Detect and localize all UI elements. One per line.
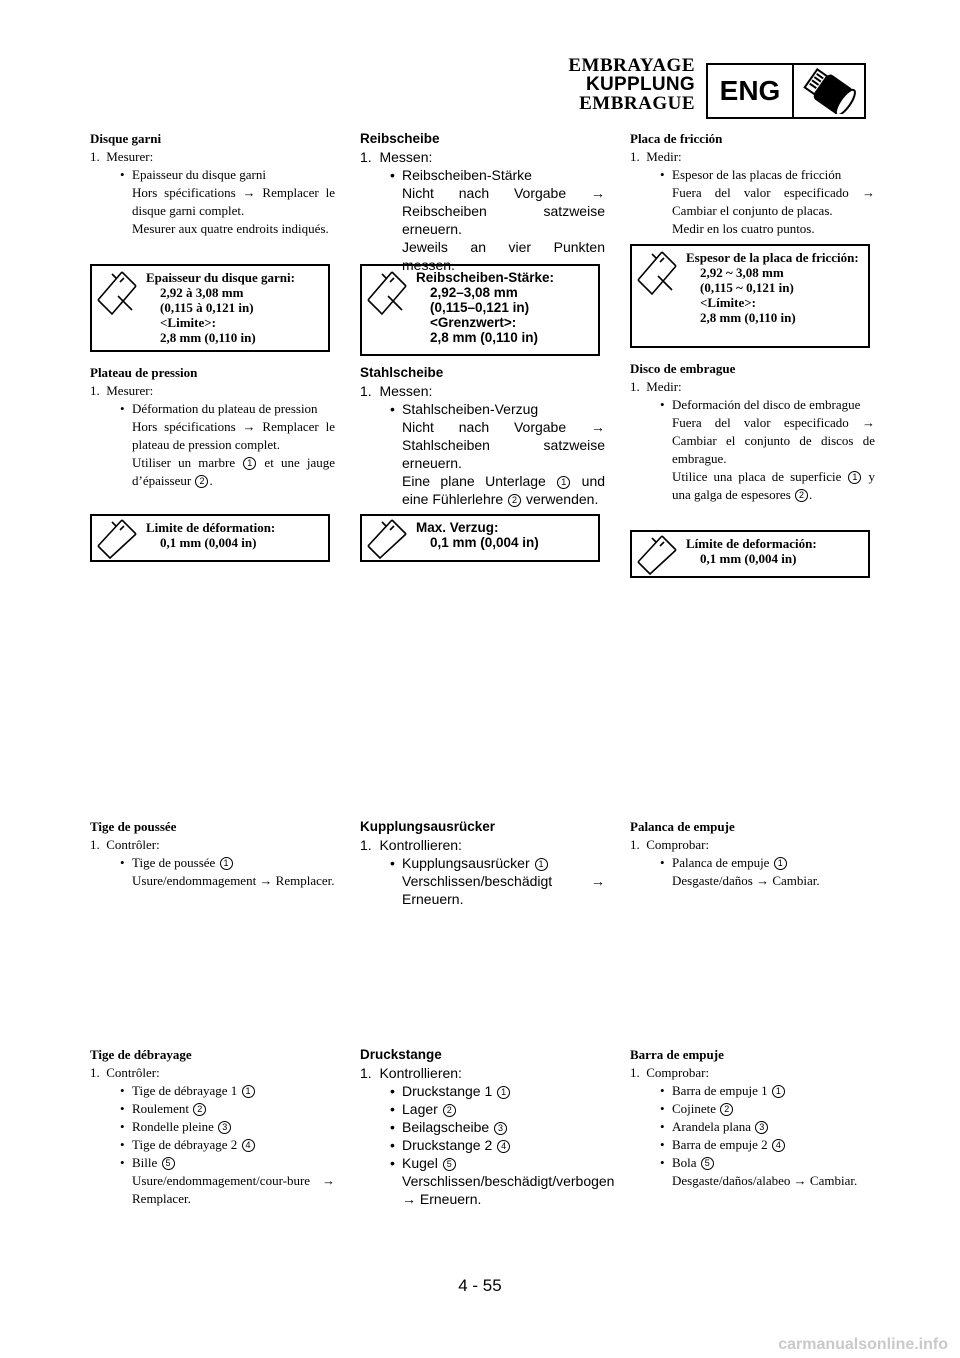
spec-limit-value: 2,8 mm (0,110 in) [160, 330, 256, 345]
spec-box-warp [90, 514, 330, 562]
spec-box-warp [630, 530, 870, 578]
bullet-item: • Lager 2 [360, 1100, 605, 1118]
bullet-item: • Stahlscheiben-Verzug [390, 401, 539, 417]
instruction-text: Hors spécifications → Remplacer le plateau de pression complet. [132, 419, 335, 452]
bullet-item: • Kupplungsausrücker 1 [360, 854, 605, 872]
instruction-text: Fuera del valor especificado → Cambiar el conjunto de placas. [672, 185, 875, 218]
spec-box-thickness [90, 264, 330, 352]
bullet-item: • Druckstange 2 4 [360, 1136, 605, 1154]
spec-label: Max. Verzug: [416, 520, 499, 535]
step-text: 1. Comprobar: [630, 1065, 710, 1080]
spec-label: Reibscheiben-Stärke: [416, 270, 555, 285]
watermark: carmanualsonline.info [778, 1336, 948, 1353]
instruction-text: Eine plane Unterlage 1 und eine Fühlerlehre 2 verwenden. [402, 473, 606, 507]
instruction-text: Mesurer aux quatre endroits indiqués. [132, 221, 329, 236]
step-text: 1. Messen: [360, 149, 433, 165]
spec-value: 2,92–3,08 mm [430, 285, 518, 300]
section-heading: Placa de fricción [630, 131, 723, 146]
section-tige-debrayage [90, 1046, 335, 1208]
title-german: KUPPLUNG [585, 74, 695, 95]
section-plateau-pression [90, 364, 335, 490]
column-french [90, 130, 335, 1230]
section-heading: Barra de empuje [630, 1047, 724, 1062]
instruction-text: Verschlissen/beschädigt/verbogen → Erneuern. [402, 1173, 615, 1207]
instruction-text: Usure/endommagement/cour-bure → Remplacer. [132, 1173, 335, 1206]
instruction-text: Nicht nach Vorgabe → Reibscheiben satzweise erneuern. [402, 185, 605, 237]
spec-value: (0,115–0,121 in) [430, 300, 530, 315]
step-text: 1. Medir: [630, 149, 682, 164]
bullet-item: • Tige de débrayage 2 4 [90, 1136, 335, 1154]
section-heading: Tige de poussée [90, 819, 177, 834]
step-text: 1. Comprobar: [630, 837, 710, 852]
section-stahlscheibe [360, 364, 605, 508]
bullet-item: • Cojinete 2 [630, 1100, 875, 1118]
section-reibscheibe [360, 130, 605, 274]
chapter-label: ENG [708, 65, 794, 117]
bullet-item: • Barra de empuje 1 1 [630, 1082, 875, 1100]
spec-value: (0,115 à 0,121 in) [160, 300, 254, 315]
spec-box-warp [360, 514, 600, 562]
step-text: 1. Contrôler: [90, 837, 160, 852]
bullet-item: • Epaisseur du disque garni [120, 167, 266, 182]
section-heading: Disque garni [90, 131, 162, 146]
step-text: 1. Medir: [630, 379, 682, 394]
instruction-text: Utiliser un marbre 1 et une jauge d’épaisseur 2 . [132, 455, 336, 488]
section-titles [568, 56, 695, 113]
title-spanish: EMBRAGUE [579, 93, 695, 114]
spec-value: 0,1 mm (0,004 in) [430, 535, 539, 550]
instruction-text: Verschlissen/beschädigt → Erneuern. [402, 873, 605, 907]
instruction-text: Medir en los cuatro puntos. [672, 221, 815, 236]
bullet-item: • Bola 5 [630, 1154, 875, 1172]
spec-box-thickness [360, 264, 600, 356]
instruction-text: Usure/endommagement → Remplacer. [132, 873, 335, 888]
title-french: EMBRAYAGE [568, 55, 695, 76]
spec-value: 0,1 mm (0,004 in) [700, 551, 797, 566]
instruction-text: Hors spécifications → Remplacer le disque garni complet. [132, 185, 335, 218]
instruction-text: Desgaste/daños → Cambiar. [672, 873, 820, 888]
spec-limit-label: <Grenzwert>: [430, 315, 517, 330]
spec-value: 2,92 à 3,08 mm [160, 285, 244, 300]
instruction-text: Fuera del valor especificado → Cambiar el conjunto de discos de embrague. [672, 415, 875, 466]
instruction-text: Utilice una placa de superficie 1 y una galga de espesores 2 . [672, 469, 876, 502]
spec-value: (0,115 ~ 0,121 in) [700, 280, 794, 295]
caliper-icon [362, 266, 412, 354]
section-heading: Kupplungsausrücker [360, 819, 496, 834]
section-heading: Reibscheibe [360, 131, 440, 146]
step-text: 1. Mesurer: [90, 383, 154, 398]
section-tige-poussee [90, 818, 335, 890]
bullet-item: • Tige de débrayage 1 1 [90, 1082, 335, 1100]
spec-label: Espesor de la placa de fricción: [686, 250, 859, 265]
section-druckstange [360, 1046, 615, 1208]
caliper-icon [362, 516, 412, 560]
section-disque-garni [90, 130, 335, 238]
column-spanish [630, 130, 875, 1230]
engine-bolt-icon [794, 65, 864, 117]
instruction-text: Nicht nach Vorgabe → Stahlscheiben satzweise erneuern. [402, 419, 605, 471]
section-heading: Tige de débrayage [90, 1047, 192, 1062]
bullet-item: • Kugel 5 [360, 1154, 605, 1172]
section-heading: Plateau de pression [90, 365, 198, 380]
bullet-item: • Rondelle pleine 3 [90, 1118, 335, 1136]
section-placa-friccion [630, 130, 875, 238]
section-palanca-empuje [630, 818, 875, 890]
step-text: 1. Kontrollieren: [360, 1065, 462, 1081]
spec-limit-label: <Límite>: [700, 295, 756, 310]
bullet-item: • Arandela plana 3 [630, 1118, 875, 1136]
step-text: 1. Mesurer: [90, 149, 154, 164]
bullet-item: • Palanca de empuje 1 [630, 854, 875, 872]
spec-limit-value: 2,8 mm (0,110 in) [430, 330, 539, 345]
caliper-icon [92, 516, 142, 560]
bullet-item: • Deformación del disco de embrague [660, 397, 861, 412]
section-heading: Druckstange [360, 1047, 442, 1062]
caliper-icon [632, 246, 682, 346]
section-barra-empuje [630, 1046, 875, 1190]
caliper-icon [92, 266, 142, 350]
step-text: 1. Kontrollieren: [360, 837, 462, 853]
spec-label: Limite de déformation: [146, 520, 276, 535]
section-heading: Disco de embrague [630, 361, 736, 376]
bullet-item: • Beilagscheibe 3 [360, 1118, 605, 1136]
caliper-icon [632, 532, 682, 576]
bullet-item: • Druckstange 1 1 [360, 1082, 605, 1100]
step-text: 1. Messen: [360, 383, 433, 399]
chapter-badge [706, 63, 866, 119]
step-text: 1. Contrôler: [90, 1065, 160, 1080]
spec-label: Epaisseur du disque garni: [146, 270, 295, 285]
spec-box-thickness [630, 244, 870, 348]
instruction-text: Desgaste/daños/alabeo → Cambiar. [672, 1173, 858, 1188]
bullet-item: • Roulement 2 [90, 1100, 335, 1118]
bullet-item: • Barra de empuje 2 4 [630, 1136, 875, 1154]
spec-limit-value: 2,8 mm (0,110 in) [700, 310, 796, 325]
bullet-item: • Déformation du plateau de pression [120, 401, 318, 416]
bullet-item: • Tige de poussée 1 [90, 854, 335, 872]
section-kupplungsausruecker [360, 818, 605, 908]
spec-value: 2,92 ~ 3,08 mm [700, 265, 784, 280]
section-heading: Palanca de empuje [630, 819, 735, 834]
bullet-item: • Reibscheiben-Stärke [390, 167, 532, 183]
spec-limit-label: <Limite>: [160, 315, 216, 330]
instruction-text: Jeweils an vier Punkten messen. [402, 239, 605, 273]
page-number: 4 - 55 [458, 1276, 502, 1295]
spec-value: 0,1 mm (0,004 in) [160, 535, 257, 550]
bullet-item: • Bille 5 [90, 1154, 335, 1172]
column-german [360, 130, 615, 1230]
bullet-item: • Espesor de las placas de fricción [660, 167, 842, 182]
spec-label: Límite de deformación: [686, 536, 817, 551]
section-heading: Stahlscheibe [360, 365, 444, 380]
section-disco-embrague [630, 360, 875, 504]
